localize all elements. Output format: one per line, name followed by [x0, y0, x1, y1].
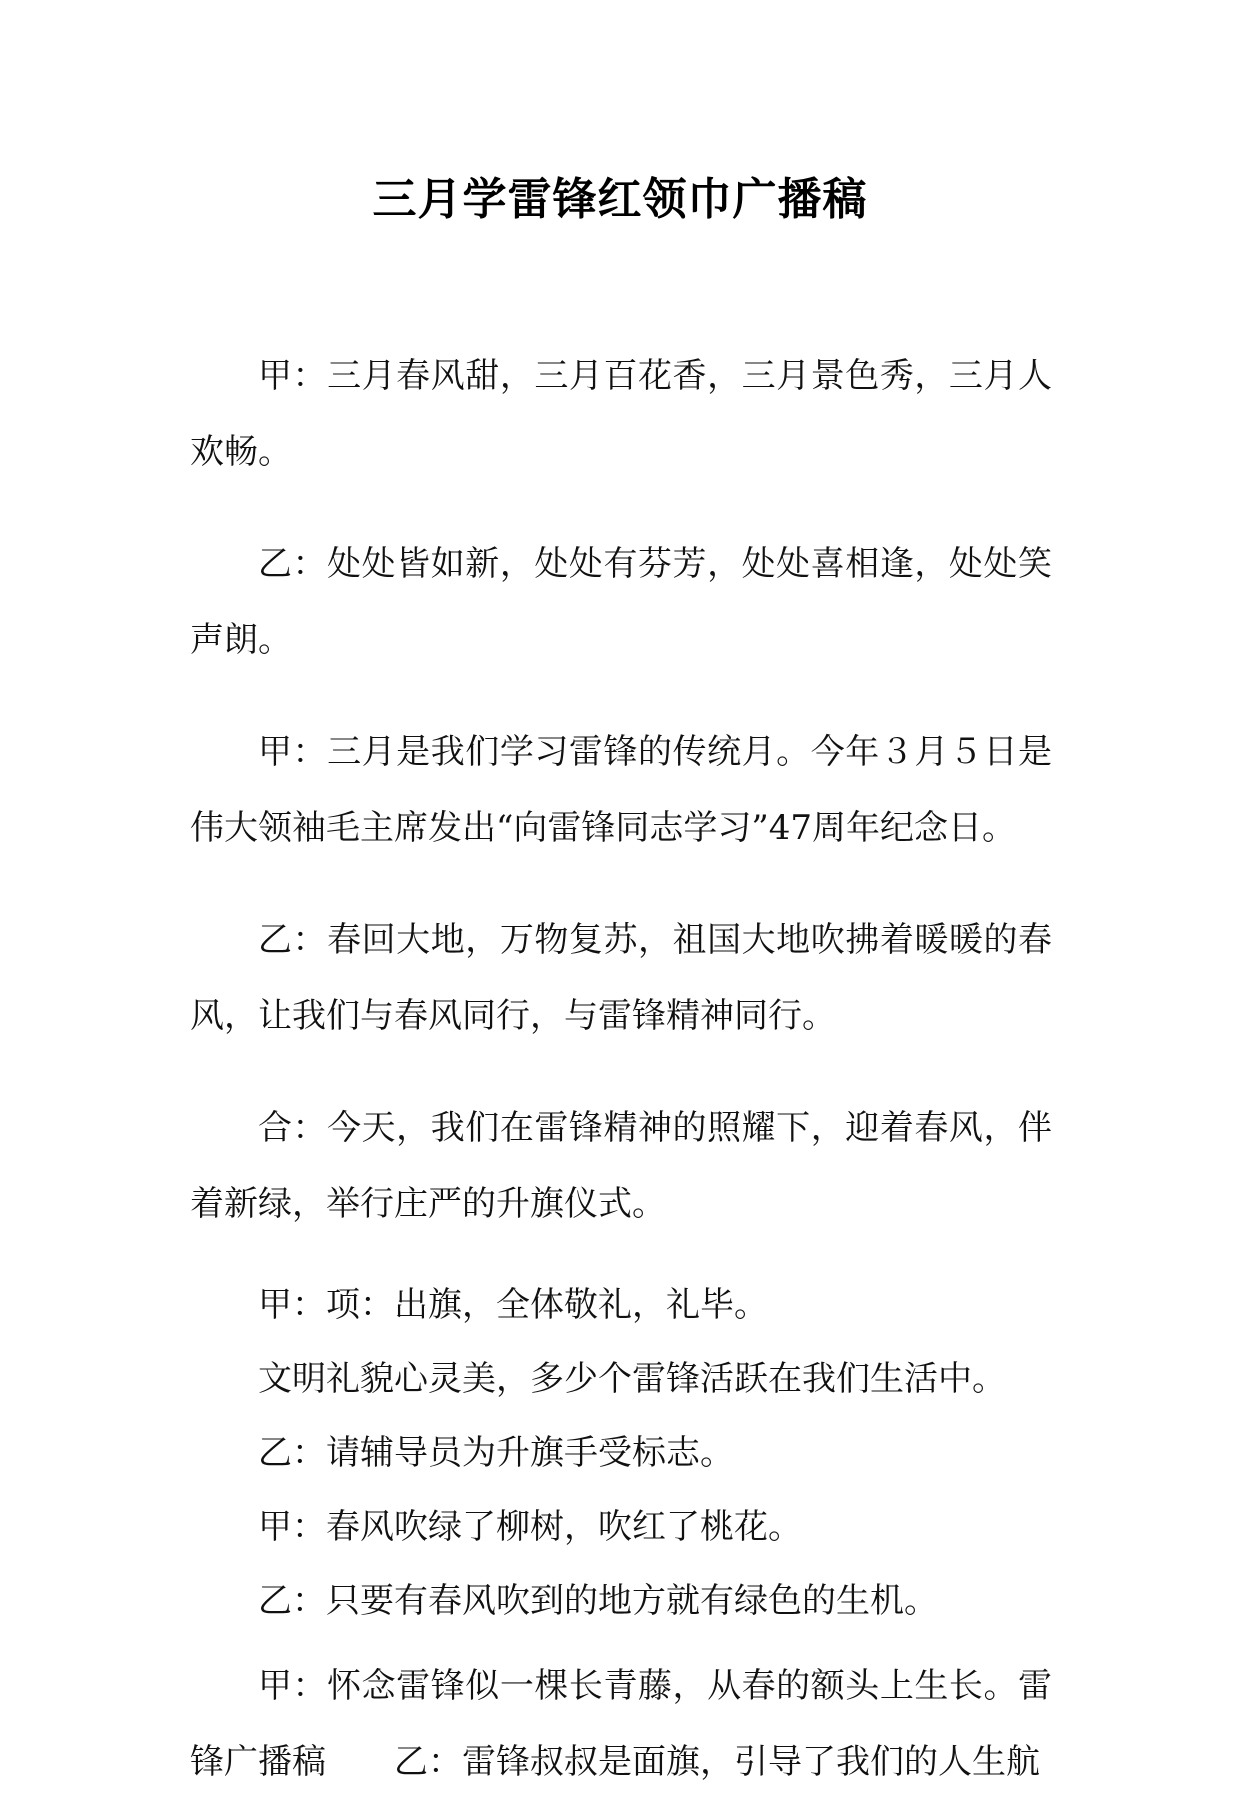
paragraph-5: 合：今天，我们在雷锋精神的照耀下，迎着春风，伴着新绿，举行庄严的升旗仪式。: [190, 1108, 1052, 1224]
document-title: 三月学雷锋红领巾广播稿: [372, 174, 868, 225]
paragraph-11-part2: 乙：雷锋叔叔是面旗，引导了我们的人生航: [394, 1742, 1040, 1782]
paragraph-3: 甲：三月是我们学习雷锋的传统月。今年３月５日是伟大领袖毛主席发出“向雷锋同志学习”47周年纪念日。: [190, 732, 1052, 848]
paragraph-1: 甲：三月春风甜，三月百花香，三月景色秀，三月人欢畅。: [190, 356, 1052, 472]
document-body: [190, 338, 1052, 1800]
paragraph-6: 甲：项：出旗，全体敬礼，礼毕。: [258, 1285, 768, 1325]
paragraph-11: [190, 1648, 1052, 1800]
paragraph-11-part1: 甲：怀念雷锋似一棵长青藤，从春的额头上生长。雷锋广播稿: [190, 1666, 1052, 1782]
paragraph-9: 甲：春风吹绿了柳树，吹红了桃花。: [258, 1507, 802, 1547]
paragraph-2: 乙：处处皆如新，处处有芬芳，处处喜相逢，处处笑声朗。: [190, 544, 1052, 660]
paragraph-10: 乙：只要有春风吹到的地方就有绿色的生机。: [258, 1581, 938, 1621]
paragraph-4: 乙：春回大地，万物复苏，祖国大地吹拂着暖暖的春风，让我们与春风同行，与雷锋精神同行。: [190, 920, 1052, 1036]
paragraph-7: 文明礼貌心灵美，多少个雷锋活跃在我们生活中。: [258, 1359, 1006, 1399]
paragraph-8: 乙：请辅导员为升旗手受标志。: [258, 1433, 734, 1473]
